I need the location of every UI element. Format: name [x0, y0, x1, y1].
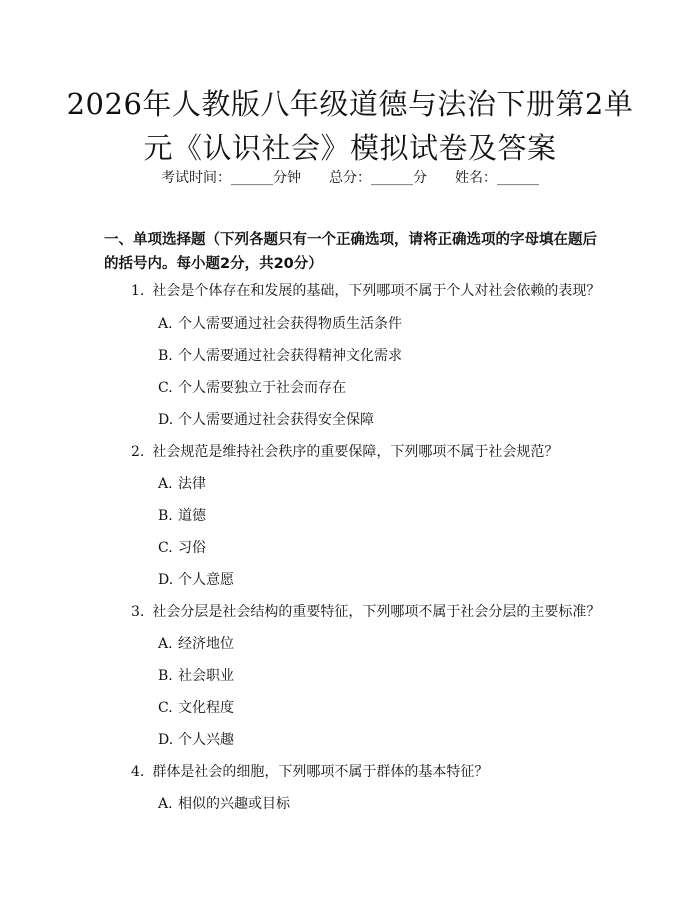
question-number: 4. — [131, 764, 145, 780]
option-letter: B. — [158, 668, 173, 684]
option-text: 个人需要通过社会获得物质生活条件 — [178, 316, 402, 332]
option-text: 社会职业 — [178, 668, 234, 684]
option-letter: D. — [158, 732, 174, 748]
option-letter: A. — [158, 476, 173, 492]
option-letter: C. — [158, 540, 173, 556]
question-2-option-b — [158, 506, 206, 526]
question-1-option-c — [158, 378, 346, 398]
option-text: 个人兴趣 — [178, 732, 234, 748]
question-3-option-c — [158, 698, 234, 718]
question-2 — [131, 442, 558, 462]
option-text: 个人意愿 — [178, 572, 234, 588]
question-1-option-a — [158, 314, 402, 334]
question-3-option-b — [158, 666, 234, 686]
question-number: 3. — [131, 604, 145, 620]
question-2-option-a — [158, 474, 206, 494]
option-text: 经济地位 — [178, 636, 234, 652]
option-letter: B. — [158, 348, 173, 364]
option-letter: D. — [158, 412, 174, 428]
option-text: 习俗 — [178, 540, 206, 556]
option-text: 个人需要通过社会获得安全保障 — [178, 412, 374, 428]
option-text: 个人需要通过社会获得精神文化需求 — [178, 348, 402, 364]
option-text: 道德 — [178, 508, 206, 524]
option-letter: C. — [158, 700, 173, 716]
question-text: 社会规范是维持社会秩序的重要保障，下列哪项不属于社会规范？ — [152, 444, 559, 460]
option-text: 个人需要独立于社会而存在 — [178, 380, 346, 396]
section-heading: 一、单项选择题（下列各题只有一个正确选项，请将正确选项的字母填在题后的括号内。每小题2分，共20分） — [104, 232, 597, 272]
question-4-option-a — [158, 794, 290, 814]
option-letter: A. — [158, 636, 173, 652]
option-text: 法律 — [178, 476, 206, 492]
question-2-option-c — [158, 538, 206, 558]
question-2-option-d — [158, 570, 234, 590]
option-letter: C. — [158, 380, 173, 396]
option-letter: D. — [158, 572, 174, 588]
question-3-option-a — [158, 634, 234, 654]
question-4 — [131, 762, 488, 782]
document-title: 2026年人教版八年级道德与法治下册第2单元《认识社会》模拟试卷及答案 — [66, 87, 634, 165]
option-text: 相似的兴趣或目标 — [178, 796, 290, 812]
option-text: 文化程度 — [178, 700, 234, 716]
option-letter: B. — [158, 508, 173, 524]
question-text: 社会分层是社会结构的重要特征，下列哪项不属于社会分层的主要标准？ — [152, 604, 601, 620]
question-1-option-b — [158, 346, 402, 366]
question-3-option-d — [158, 730, 234, 750]
question-text: 群体是社会的细胞，下列哪项不属于群体的基本特征？ — [152, 764, 489, 780]
question-number: 1. — [131, 283, 145, 299]
question-1-option-d — [158, 410, 374, 430]
option-letter: A. — [158, 316, 173, 332]
option-letter: A. — [158, 796, 173, 812]
question-3 — [131, 602, 600, 622]
exam-meta-line: 考试时间：______分钟 总分：______分 姓名：______ — [161, 170, 539, 186]
question-1 — [131, 281, 600, 301]
question-number: 2. — [131, 444, 145, 460]
question-text: 社会是个体存在和发展的基础，下列哪项不属于个人对社会依赖的表现？ — [152, 283, 601, 299]
